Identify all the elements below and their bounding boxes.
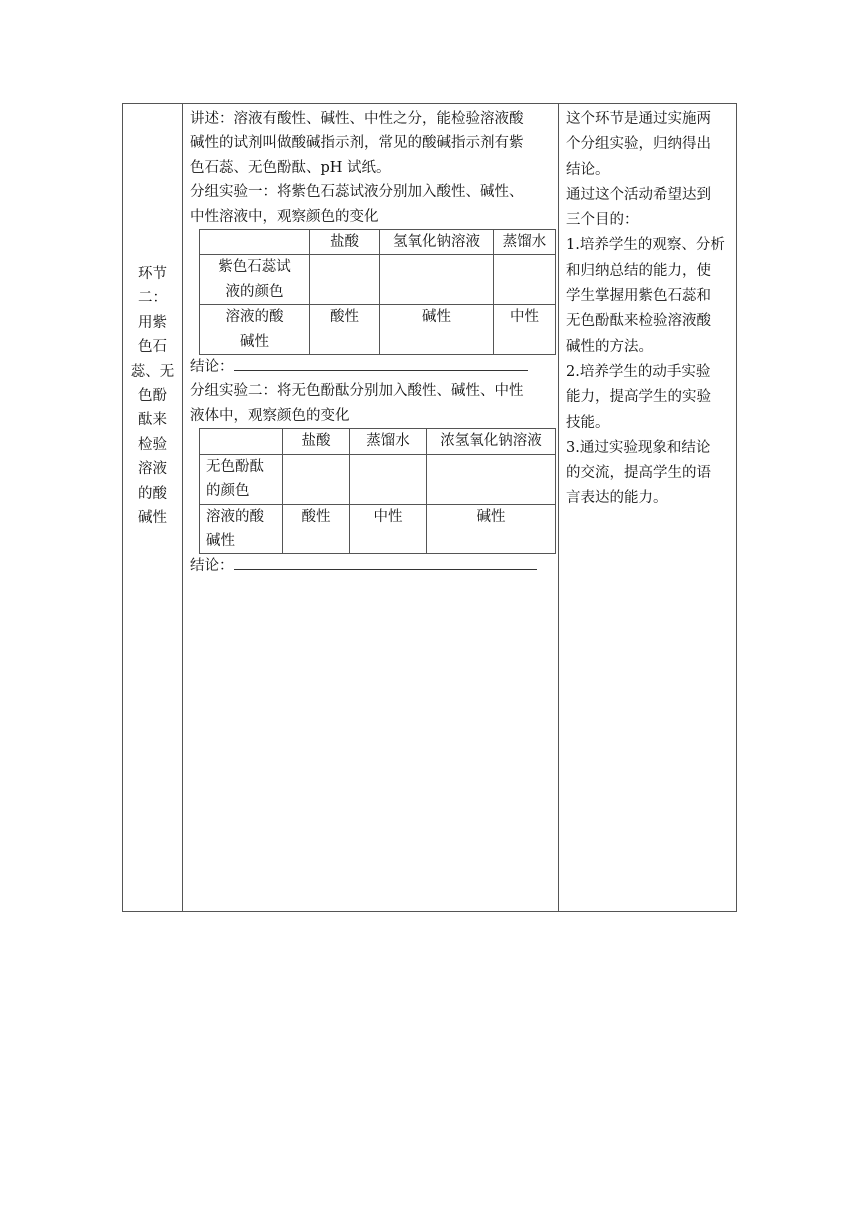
- exp2-conclusion: [190, 554, 565, 578]
- table-cell: [200, 429, 283, 454]
- row-label-line: 的颜色: [206, 483, 250, 500]
- intro-line: 碱性的试剂叫做酸碱指示剂，常见的酸碱指示剂有紫: [190, 135, 524, 152]
- table-header: 浓氢氧化钠溶液: [427, 429, 556, 454]
- conclusion-label: 结论：: [190, 359, 234, 376]
- notes-line: 能力，提高学生的实验: [566, 389, 711, 406]
- table-header: 盐酸: [310, 230, 380, 255]
- notes-line: 通过这个活动希望达到: [566, 186, 711, 203]
- notes-line: 技能。: [566, 414, 610, 431]
- stage-label-line: 色酚: [138, 388, 167, 405]
- row-label: [200, 305, 310, 355]
- notes-line: 三个目的：: [566, 212, 639, 229]
- row-label: [200, 504, 283, 554]
- notes-text: [566, 107, 744, 512]
- notes-line: 2.培养学生的动手实验: [566, 363, 711, 380]
- row-label: [200, 454, 283, 504]
- notes-line: 碱性的方法。: [566, 338, 653, 355]
- notes-line: 和归纳总结的能力，使: [566, 262, 711, 279]
- table-header: 盐酸: [283, 429, 350, 454]
- table-cell: 酸性: [283, 504, 350, 554]
- exp2-desc: 液体中，观察颜色的变化: [190, 407, 350, 424]
- table-header: 蒸馏水: [494, 230, 556, 255]
- stage-label-line: 酞来: [138, 412, 167, 429]
- lesson-table: [122, 103, 737, 912]
- table-row: [200, 504, 556, 554]
- table-cell: 中性: [350, 504, 427, 554]
- table-row: [200, 429, 556, 454]
- exp2-desc: 分组实验二：将无色酚酞分别加入酸性、碱性、中性: [190, 383, 524, 400]
- row-label-line: 紫色石蕊试: [218, 259, 291, 276]
- notes-line: 的交流，提高学生的语: [566, 465, 711, 482]
- row-label-line: 碱性: [240, 333, 269, 350]
- row-label-line: 溶液的酸: [206, 508, 264, 525]
- stage-label-line: 环节: [138, 266, 167, 282]
- stage-label-line: 溶液: [138, 461, 167, 478]
- notes-line: 这个环节是通过实施两: [566, 111, 711, 127]
- notes-column: [559, 104, 749, 914]
- table-cell: 碱性: [380, 305, 494, 355]
- blank-cell[interactable]: [427, 454, 556, 504]
- conclusion-blank[interactable]: [234, 554, 537, 570]
- stage-label-line: 二：: [138, 290, 167, 307]
- table-row: [200, 255, 556, 305]
- blank-cell[interactable]: [380, 255, 494, 305]
- stage-label-line: 的酸: [138, 485, 167, 502]
- table-row: [200, 454, 556, 504]
- notes-line: 结论。: [566, 161, 610, 178]
- stage-column: [123, 104, 182, 911]
- table-row: [200, 230, 556, 255]
- stage-label-line: 色石: [138, 339, 167, 356]
- stage-label-line: 检验: [138, 436, 167, 453]
- notes-line: 学生掌握用紫色石蕊和: [566, 288, 711, 305]
- conclusion-label: 结论：: [190, 558, 234, 575]
- exp1-conclusion: [190, 355, 565, 379]
- exp2-table: [199, 428, 556, 554]
- conclusion-blank[interactable]: [234, 355, 528, 371]
- table-header: 蒸馏水: [350, 429, 427, 454]
- blank-cell[interactable]: [494, 255, 556, 305]
- row-label: [200, 255, 310, 305]
- table-header: 氢氧化钠溶液: [380, 230, 494, 255]
- blank-cell[interactable]: [350, 454, 427, 504]
- stage-label-line: 用紫: [138, 314, 167, 331]
- table-cell: 碱性: [427, 504, 556, 554]
- blank-cell[interactable]: [283, 454, 350, 504]
- table-cell: 酸性: [310, 305, 380, 355]
- content-column: [183, 104, 568, 914]
- stage-label-line: 蕊、无: [130, 363, 175, 380]
- blank-cell[interactable]: [310, 255, 380, 305]
- exp1-desc: 分组实验一：将紫色石蕊试液分别加入酸性、碱性、: [190, 184, 524, 201]
- notes-line: 3.通过实验现象和结论: [566, 439, 711, 456]
- row-label-line: 无色酚酞: [206, 458, 264, 475]
- notes-line: 1.培养学生的观察、分析: [566, 237, 725, 254]
- row-label-line: 液的颜色: [225, 283, 284, 300]
- table-cell: 中性: [494, 305, 556, 355]
- table-cell: [200, 230, 310, 255]
- intro-line: 色石蕊、无色酚酞、pH 试纸。: [190, 159, 391, 176]
- notes-line: 无色酚酞来检验溶液酸: [566, 313, 711, 330]
- notes-line: 个分组实验，归纳得出: [566, 136, 711, 153]
- stage-label: [123, 262, 182, 530]
- table-row: [200, 305, 556, 355]
- intro-line: 讲述：溶液有酸性、碱性、中性之分，能检验溶液酸: [190, 111, 524, 127]
- row-label-line: 碱性: [206, 532, 235, 549]
- exp1-table: [199, 229, 556, 355]
- stage-label-line: 碱性: [138, 510, 167, 527]
- notes-line: 言表达的能力。: [566, 490, 668, 507]
- row-label-line: 溶液的酸: [225, 309, 284, 326]
- exp1-desc: 中性溶液中，观察颜色的变化: [190, 208, 379, 225]
